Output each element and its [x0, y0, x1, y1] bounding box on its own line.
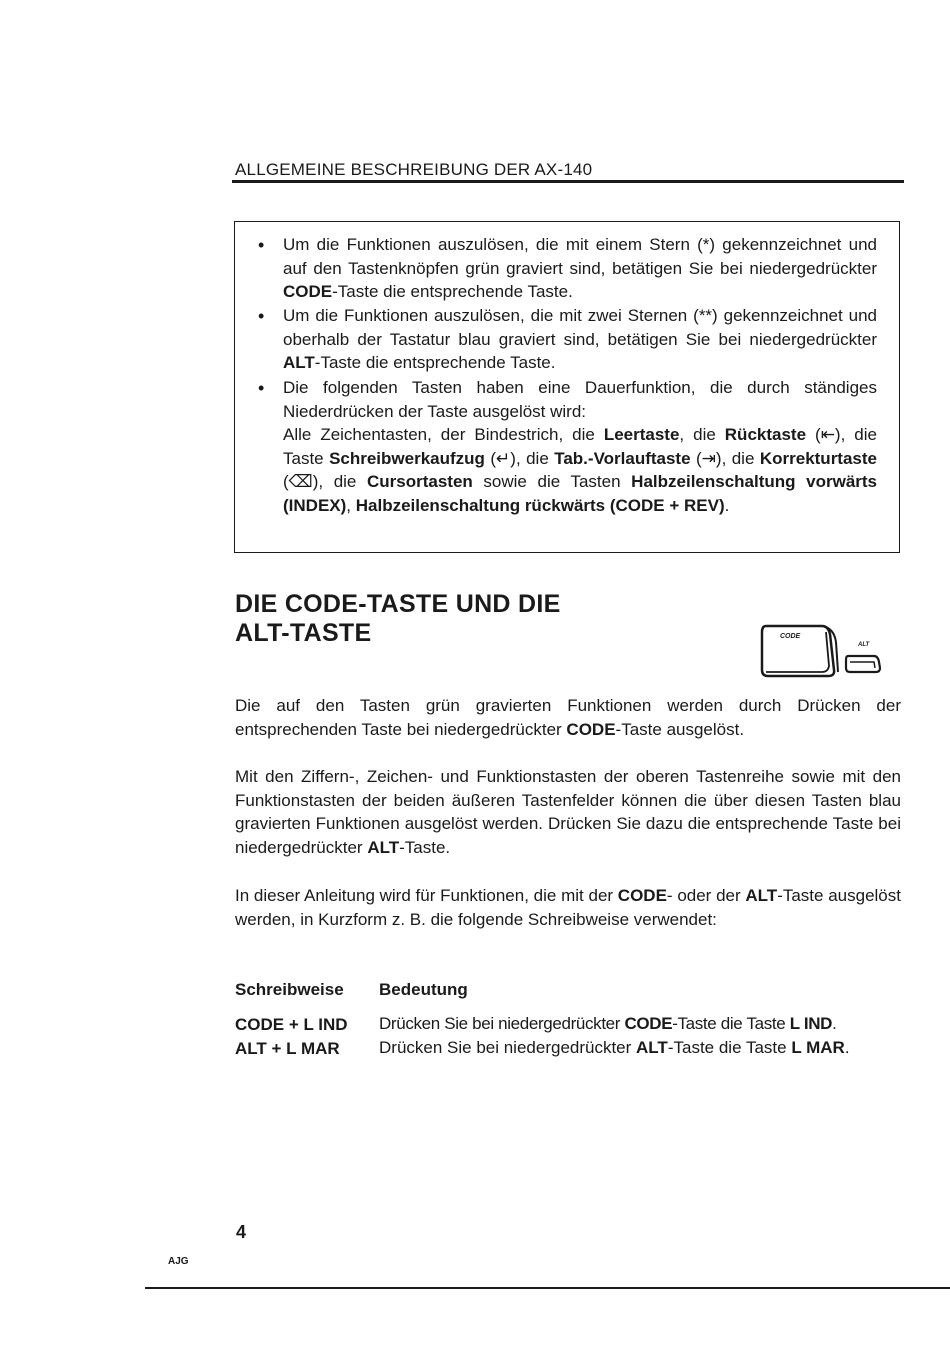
return-symbol-icon: (↵) [490, 448, 516, 468]
bullet-marker: • [258, 235, 265, 255]
tab-symbol-icon: (⇥) [696, 448, 722, 468]
header-rule [232, 180, 904, 183]
backspace-symbol-icon: (⇤) [815, 425, 841, 444]
table-header-notation: Schreibweise [235, 980, 344, 999]
correction-symbol-icon: (⌫) [283, 472, 319, 491]
alt-key-label: ALT [858, 642, 870, 648]
footer-rule [145, 1287, 950, 1289]
note-bullet-3 [283, 376, 877, 517]
table-header-meaning: Bedeutung [379, 980, 468, 999]
section-heading: DIE CODE-TASTE UND DIE ALT-TASTE [235, 590, 561, 647]
page-number: 4 [236, 1222, 247, 1242]
code-key-label: CODE [780, 633, 801, 640]
keycap-icon [760, 622, 890, 682]
table-row-notation: CODE + L IND [235, 1015, 348, 1034]
note-bullet-1: Um die Funktionen auszulösen, die mit einem Stern (*) gekennzeichnet und auf den Tastenknöpfen grün graviert sind, betätigen Sie bei niedergedrückter CODE-Taste die entsprechende Taste. [283, 235, 877, 301]
page-header-title: ALLGEMEINE BESCHREIBUNG DER AX-140 [235, 160, 593, 179]
paragraph-alt-key: Mit den Ziffern-, Zeichen- und Funktionstasten der oberen Tastenreihe sowie mit den Funktionstasten der beiden äußeren Tastenfelder können die über diesen Tasten blau gravierten Funktionen ausgelöst werden. Drücken Sie dazu die entsprechende Taste bei niedergedrückter ALT-Taste. [235, 767, 901, 857]
bullet-marker: • [258, 378, 265, 398]
paragraph-notation: In dieser Anleitung wird für Funktionen, die mit der CODE- oder der ALT-Taste ausgelöst werden, in Kurzform z. B. die folgende Schreibweise verwendet: [235, 886, 901, 929]
bullet-marker: • [258, 306, 265, 326]
table-row-meaning: Drücken Sie bei niedergedrückter CODE-Taste die Taste L IND. [379, 1014, 837, 1033]
paragraph-code-key: Die auf den Tasten grün gravierten Funktionen werden durch Drücken der entsprechenden Taste bei niedergedrückter CODE-Taste ausgelöst. [235, 696, 901, 739]
note-bullet-3-intro: Die folgenden Tasten haben eine Dauerfunktion, die durch ständiges Niederdrücken der Taste ausgelöst wird: [283, 378, 877, 421]
code-alt-key-illustration [760, 622, 890, 687]
footer-code: AJG [168, 1256, 189, 1267]
note-bullet-2: Um die Funktionen auszulösen, die mit zwei Sternen (**) gekennzeichnet und oberhalb der Tastatur blau graviert sind, betätigen Sie bei niedergedrückter ALT-Taste die entsprechende Taste. [283, 306, 877, 372]
table-row-meaning: Drücken Sie bei niedergedrückter ALT-Taste die Taste L MAR. [379, 1038, 850, 1057]
note-bullet-3-keys: Alle Zeichentasten, der Bindestrich, die Leertaste, die Rücktaste (⇤), die Taste Schreibwerkaufzug (↵), die Tab.-Vorlauftaste (⇥), die Korrekturtaste (⌫), die Cursortasten sowie die Tasten Halbzeilenschaltung vorwärts (INDEX), Halbzeilenschaltung rückwärts (CODE + REV). [283, 425, 878, 515]
table-row-notation: ALT + L MAR [235, 1039, 340, 1058]
